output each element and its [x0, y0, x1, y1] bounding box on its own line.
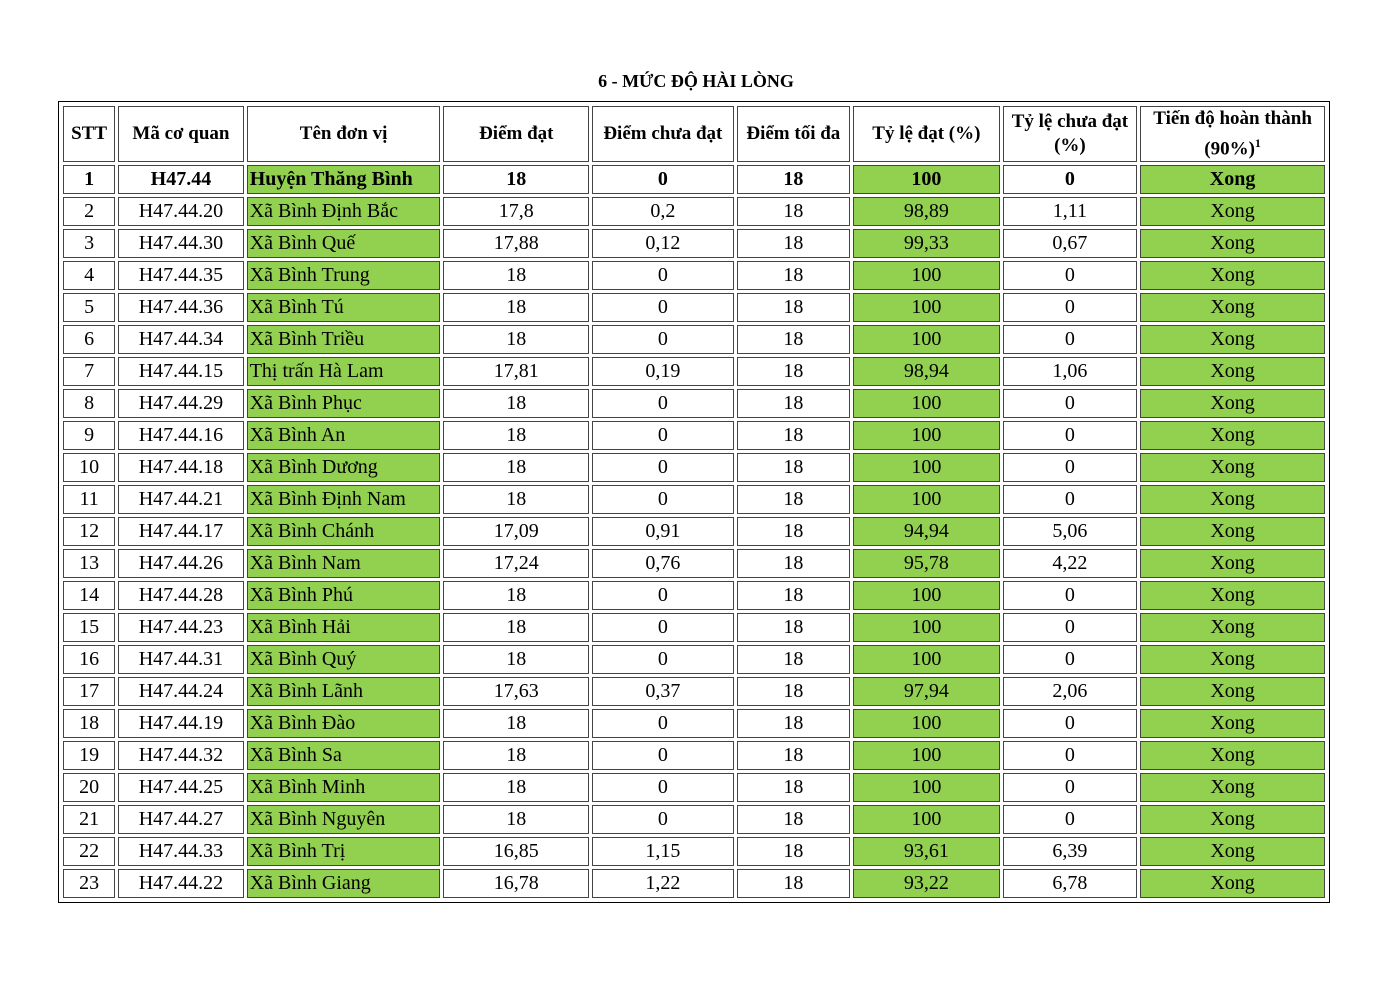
- cell-rate: 100: [853, 165, 1000, 194]
- header-unrate: Tỷ lệ chưa đạt (%): [1003, 106, 1138, 162]
- cell-max: 18: [737, 773, 850, 802]
- table-row: [63, 325, 1325, 354]
- cell-unrate: 0: [1003, 293, 1138, 322]
- table-row: [63, 645, 1325, 674]
- cell-unrate: 0: [1003, 453, 1138, 482]
- header-progress-label: Tiến độ hoàn thành (90%): [1153, 108, 1312, 160]
- cell-unrate: 0: [1003, 613, 1138, 642]
- cell-max: 18: [737, 421, 850, 450]
- cell-unrate: 6,39: [1003, 837, 1138, 866]
- cell-max: 18: [737, 645, 850, 674]
- cell-score: 18: [443, 165, 589, 194]
- cell-score: 18: [443, 485, 589, 514]
- cell-missing: 0: [592, 645, 734, 674]
- cell-name: Xã Bình Sa: [247, 741, 441, 770]
- cell-score: 18: [443, 613, 589, 642]
- cell-name: Huyện Thăng Bình: [247, 165, 441, 194]
- cell-code: H47.44: [118, 165, 244, 194]
- table-row: [63, 197, 1325, 226]
- cell-rate: 100: [853, 645, 1000, 674]
- cell-unrate: 0,67: [1003, 229, 1138, 258]
- table-row: [63, 709, 1325, 738]
- cell-name: Xã Bình Nguyên: [247, 805, 441, 834]
- cell-rate: 100: [853, 389, 1000, 418]
- cell-score: 17,88: [443, 229, 589, 258]
- cell-max: 18: [737, 613, 850, 642]
- cell-name: Xã Bình Trung: [247, 261, 441, 290]
- cell-missing: 0: [592, 453, 734, 482]
- table-row: [63, 677, 1325, 706]
- cell-code: H47.44.29: [118, 389, 244, 418]
- cell-progress: Xong: [1140, 517, 1325, 546]
- cell-score: 18: [443, 389, 589, 418]
- cell-score: 17,09: [443, 517, 589, 546]
- cell-unrate: 0: [1003, 421, 1138, 450]
- table-body: [63, 165, 1325, 898]
- table-row: [63, 261, 1325, 290]
- cell-max: 18: [737, 485, 850, 514]
- cell-rate: 94,94: [853, 517, 1000, 546]
- cell-max: 18: [737, 165, 850, 194]
- cell-name: Xã Bình Đào: [247, 709, 441, 738]
- table-row: [63, 805, 1325, 834]
- cell-name: Xã Bình Định Bắc: [247, 197, 441, 226]
- cell-code: H47.44.34: [118, 325, 244, 354]
- cell-stt: 20: [63, 773, 115, 802]
- cell-missing: 0,12: [592, 229, 734, 258]
- cell-unrate: 0: [1003, 485, 1138, 514]
- cell-name: Xã Bình Trị: [247, 837, 441, 866]
- cell-code: H47.44.28: [118, 581, 244, 610]
- cell-missing: 0,2: [592, 197, 734, 226]
- table-row: [63, 389, 1325, 418]
- cell-unrate: 2,06: [1003, 677, 1138, 706]
- table-row: [63, 229, 1325, 258]
- cell-name: Xã Bình Tú: [247, 293, 441, 322]
- cell-max: 18: [737, 517, 850, 546]
- cell-score: 18: [443, 709, 589, 738]
- cell-score: 18: [443, 645, 589, 674]
- cell-missing: 0: [592, 389, 734, 418]
- header-missing: Điểm chưa đạt: [592, 106, 734, 162]
- cell-max: 18: [737, 677, 850, 706]
- cell-stt: 14: [63, 581, 115, 610]
- table-row: [63, 581, 1325, 610]
- cell-missing: 1,15: [592, 837, 734, 866]
- cell-name: Xã Bình Phú: [247, 581, 441, 610]
- results-table: [60, 103, 1328, 901]
- cell-progress: Xong: [1140, 165, 1325, 194]
- cell-code: H47.44.21: [118, 485, 244, 514]
- cell-unrate: 1,11: [1003, 197, 1138, 226]
- table-row: [63, 165, 1325, 194]
- table-row: [63, 549, 1325, 578]
- cell-code: H47.44.18: [118, 453, 244, 482]
- cell-rate: 100: [853, 421, 1000, 450]
- cell-missing: 0,76: [592, 549, 734, 578]
- cell-rate: 100: [853, 261, 1000, 290]
- cell-missing: 0: [592, 325, 734, 354]
- header-row: [63, 106, 1325, 162]
- cell-rate: 98,94: [853, 357, 1000, 386]
- cell-code: H47.44.16: [118, 421, 244, 450]
- cell-name: Xã Bình Chánh: [247, 517, 441, 546]
- cell-name: Xã Bình Hải: [247, 613, 441, 642]
- cell-score: 18: [443, 773, 589, 802]
- cell-unrate: 0: [1003, 773, 1138, 802]
- header-progress: [1140, 106, 1325, 162]
- cell-code: H47.44.25: [118, 773, 244, 802]
- cell-unrate: 6,78: [1003, 869, 1138, 898]
- cell-rate: 93,22: [853, 869, 1000, 898]
- cell-score: 18: [443, 741, 589, 770]
- cell-name: Xã Bình Quý: [247, 645, 441, 674]
- cell-stt: 18: [63, 709, 115, 738]
- cell-code: H47.44.20: [118, 197, 244, 226]
- cell-name: Xã Bình Phục: [247, 389, 441, 418]
- cell-progress: Xong: [1140, 485, 1325, 514]
- cell-stt: 3: [63, 229, 115, 258]
- cell-name: Xã Bình Lãnh: [247, 677, 441, 706]
- cell-rate: 98,89: [853, 197, 1000, 226]
- cell-name: Xã Bình Quế: [247, 229, 441, 258]
- cell-missing: 1,22: [592, 869, 734, 898]
- cell-missing: 0: [592, 741, 734, 770]
- header-stt: STT: [63, 106, 115, 162]
- header-code: Mã cơ quan: [118, 106, 244, 162]
- cell-score: 16,85: [443, 837, 589, 866]
- cell-stt: 13: [63, 549, 115, 578]
- cell-unrate: 0: [1003, 805, 1138, 834]
- cell-stt: 21: [63, 805, 115, 834]
- cell-stt: 17: [63, 677, 115, 706]
- cell-name: Xã Bình An: [247, 421, 441, 450]
- cell-missing: 0: [592, 709, 734, 738]
- cell-max: 18: [737, 741, 850, 770]
- cell-progress: Xong: [1140, 229, 1325, 258]
- cell-missing: 0: [592, 421, 734, 450]
- footnote-marker: 1: [1254, 136, 1261, 150]
- cell-max: 18: [737, 197, 850, 226]
- cell-stt: 4: [63, 261, 115, 290]
- cell-score: 17,81: [443, 357, 589, 386]
- cell-name: Xã Bình Định Nam: [247, 485, 441, 514]
- cell-max: 18: [737, 549, 850, 578]
- cell-rate: 95,78: [853, 549, 1000, 578]
- cell-unrate: 1,06: [1003, 357, 1138, 386]
- cell-progress: Xong: [1140, 837, 1325, 866]
- cell-code: H47.44.33: [118, 837, 244, 866]
- cell-max: 18: [737, 261, 850, 290]
- cell-stt: 5: [63, 293, 115, 322]
- cell-stt: 6: [63, 325, 115, 354]
- cell-stt: 9: [63, 421, 115, 450]
- cell-score: 18: [443, 261, 589, 290]
- cell-score: 18: [443, 325, 589, 354]
- cell-progress: Xong: [1140, 581, 1325, 610]
- cell-rate: 100: [853, 293, 1000, 322]
- cell-max: 18: [737, 709, 850, 738]
- cell-stt: 1: [63, 165, 115, 194]
- cell-progress: Xong: [1140, 197, 1325, 226]
- cell-rate: 97,94: [853, 677, 1000, 706]
- cell-progress: Xong: [1140, 869, 1325, 898]
- cell-stt: 22: [63, 837, 115, 866]
- cell-max: 18: [737, 869, 850, 898]
- cell-rate: 100: [853, 485, 1000, 514]
- cell-code: H47.44.22: [118, 869, 244, 898]
- cell-rate: 100: [853, 773, 1000, 802]
- cell-missing: 0: [592, 165, 734, 194]
- cell-score: 18: [443, 293, 589, 322]
- cell-stt: 16: [63, 645, 115, 674]
- cell-missing: 0,91: [592, 517, 734, 546]
- cell-progress: Xong: [1140, 709, 1325, 738]
- cell-missing: 0,37: [592, 677, 734, 706]
- cell-score: 17,63: [443, 677, 589, 706]
- cell-progress: Xong: [1140, 549, 1325, 578]
- header-name: Tên đơn vị: [247, 106, 441, 162]
- cell-progress: Xong: [1140, 613, 1325, 642]
- cell-rate: 100: [853, 453, 1000, 482]
- cell-code: H47.44.17: [118, 517, 244, 546]
- table-row: [63, 421, 1325, 450]
- cell-name: Xã Bình Nam: [247, 549, 441, 578]
- cell-rate: 93,61: [853, 837, 1000, 866]
- table-row: [63, 453, 1325, 482]
- cell-score: 16,78: [443, 869, 589, 898]
- cell-progress: Xong: [1140, 421, 1325, 450]
- cell-code: H47.44.24: [118, 677, 244, 706]
- cell-max: 18: [737, 805, 850, 834]
- cell-rate: 100: [853, 325, 1000, 354]
- cell-score: 18: [443, 421, 589, 450]
- cell-code: H47.44.15: [118, 357, 244, 386]
- table-row: [63, 773, 1325, 802]
- cell-progress: Xong: [1140, 357, 1325, 386]
- cell-stt: 7: [63, 357, 115, 386]
- cell-rate: 100: [853, 805, 1000, 834]
- page-title: 6 - MỨC ĐỘ HÀI LÒNG: [598, 71, 794, 91]
- cell-stt: 23: [63, 869, 115, 898]
- cell-rate: 99,33: [853, 229, 1000, 258]
- cell-missing: 0: [592, 581, 734, 610]
- cell-progress: Xong: [1140, 453, 1325, 482]
- cell-max: 18: [737, 389, 850, 418]
- cell-stt: 10: [63, 453, 115, 482]
- cell-score: 17,24: [443, 549, 589, 578]
- cell-progress: Xong: [1140, 645, 1325, 674]
- cell-unrate: 0: [1003, 165, 1138, 194]
- cell-unrate: 0: [1003, 325, 1138, 354]
- cell-code: H47.44.26: [118, 549, 244, 578]
- cell-stt: 2: [63, 197, 115, 226]
- cell-code: H47.44.36: [118, 293, 244, 322]
- cell-max: 18: [737, 453, 850, 482]
- cell-stt: 19: [63, 741, 115, 770]
- table-row: [63, 837, 1325, 866]
- header-max: Điểm tối đa: [737, 106, 850, 162]
- table-row: [63, 613, 1325, 642]
- cell-missing: 0: [592, 805, 734, 834]
- cell-max: 18: [737, 229, 850, 258]
- table-row: [63, 517, 1325, 546]
- table-row: [63, 741, 1325, 770]
- cell-stt: 8: [63, 389, 115, 418]
- cell-progress: Xong: [1140, 389, 1325, 418]
- cell-missing: 0: [592, 293, 734, 322]
- cell-missing: 0: [592, 773, 734, 802]
- cell-missing: 0: [592, 613, 734, 642]
- cell-progress: Xong: [1140, 741, 1325, 770]
- table-row: [63, 293, 1325, 322]
- header-rate: Tỷ lệ đạt (%): [853, 106, 1000, 162]
- cell-rate: 100: [853, 581, 1000, 610]
- cell-score: 18: [443, 453, 589, 482]
- cell-unrate: 4,22: [1003, 549, 1138, 578]
- cell-progress: Xong: [1140, 677, 1325, 706]
- cell-name: Thị trấn Hà Lam: [247, 357, 441, 386]
- cell-missing: 0: [592, 485, 734, 514]
- cell-unrate: 5,06: [1003, 517, 1138, 546]
- cell-code: H47.44.23: [118, 613, 244, 642]
- cell-rate: 100: [853, 613, 1000, 642]
- cell-rate: 100: [853, 741, 1000, 770]
- cell-max: 18: [737, 837, 850, 866]
- cell-max: 18: [737, 357, 850, 386]
- cell-code: H47.44.35: [118, 261, 244, 290]
- cell-progress: Xong: [1140, 773, 1325, 802]
- cell-name: Xã Bình Minh: [247, 773, 441, 802]
- table-row: [63, 485, 1325, 514]
- cell-missing: 0: [592, 261, 734, 290]
- cell-unrate: 0: [1003, 261, 1138, 290]
- cell-progress: Xong: [1140, 325, 1325, 354]
- cell-unrate: 0: [1003, 581, 1138, 610]
- cell-unrate: 0: [1003, 645, 1138, 674]
- cell-score: 17,8: [443, 197, 589, 226]
- table-row: [63, 357, 1325, 386]
- cell-progress: Xong: [1140, 805, 1325, 834]
- cell-max: 18: [737, 325, 850, 354]
- cell-code: H47.44.27: [118, 805, 244, 834]
- cell-unrate: 0: [1003, 741, 1138, 770]
- cell-name: Xã Bình Dương: [247, 453, 441, 482]
- cell-name: Xã Bình Triều: [247, 325, 441, 354]
- cell-name: Xã Bình Giang: [247, 869, 441, 898]
- results-table-frame: [58, 101, 1330, 903]
- cell-progress: Xong: [1140, 261, 1325, 290]
- header-score: Điểm đạt: [443, 106, 589, 162]
- cell-code: H47.44.30: [118, 229, 244, 258]
- table-row: [63, 869, 1325, 898]
- cell-rate: 100: [853, 709, 1000, 738]
- cell-max: 18: [737, 293, 850, 322]
- cell-unrate: 0: [1003, 709, 1138, 738]
- cell-stt: 12: [63, 517, 115, 546]
- cell-max: 18: [737, 581, 850, 610]
- cell-code: H47.44.31: [118, 645, 244, 674]
- cell-code: H47.44.32: [118, 741, 244, 770]
- cell-code: H47.44.19: [118, 709, 244, 738]
- cell-score: 18: [443, 805, 589, 834]
- cell-missing: 0,19: [592, 357, 734, 386]
- cell-score: 18: [443, 581, 589, 610]
- cell-unrate: 0: [1003, 389, 1138, 418]
- cell-progress: Xong: [1140, 293, 1325, 322]
- cell-stt: 11: [63, 485, 115, 514]
- cell-stt: 15: [63, 613, 115, 642]
